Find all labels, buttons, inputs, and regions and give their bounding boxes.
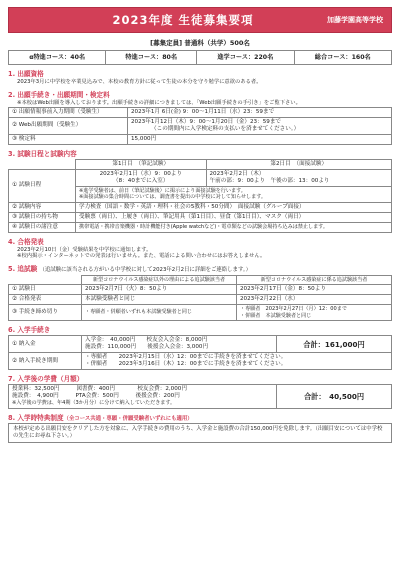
cell-line: ・専願者 2023年2月27日（月）12：00まで bbox=[240, 306, 347, 313]
page bbox=[8, 0, 392, 443]
day2-date: 2023年2月2日（木） bbox=[209, 170, 265, 177]
day2-header: 第2日目 （面接試験） bbox=[206, 159, 392, 169]
day1-header: 第1日目 （筆記試験） bbox=[76, 159, 207, 169]
page-title: 2023年度 生徒募集要項 bbox=[112, 12, 254, 27]
row-label: ③ 試験日の持ち物 bbox=[9, 212, 76, 222]
section-eligibility bbox=[8, 70, 392, 86]
cell: 2023年2月7日（火）8：50より bbox=[82, 285, 237, 295]
day2-schedule bbox=[206, 169, 392, 186]
section-title: 3. 試験日程と試験内容 bbox=[8, 149, 77, 158]
section-tuition bbox=[8, 375, 392, 409]
tuition-list bbox=[9, 385, 277, 408]
section-subtitle: （全コース共通・専願・併願受験者いずれにも適用） bbox=[63, 415, 193, 422]
course-table bbox=[8, 50, 392, 65]
title-bar bbox=[8, 7, 392, 33]
section-title: 1. 出願資格 bbox=[8, 70, 44, 79]
enrollment-table bbox=[8, 335, 392, 370]
fee-line: 施設費：110,000円 後援会入会金：3,000円 bbox=[85, 344, 209, 351]
col-header: 新型コロナウイルス感染症以外の理由による追試験該当者 bbox=[82, 275, 237, 284]
section-title: 4. 合格発表 bbox=[8, 237, 44, 246]
cell: 本試験受験者と同じ bbox=[82, 295, 237, 305]
deadline-line: ・併願者 2023年3月16日（木）12：00までに手続きを済ませてください。 bbox=[85, 361, 287, 368]
makeup-table bbox=[8, 275, 392, 321]
row-value-line: 2023年1月12日（木）9：00〜1月20日（金）23：59まで bbox=[131, 118, 282, 125]
section-benefit bbox=[8, 414, 392, 443]
row-label: ① 試験日 bbox=[9, 285, 82, 295]
row-label: ② Web出願期間（受験生） bbox=[9, 117, 128, 134]
section-exam bbox=[8, 150, 392, 233]
school-name: 加藤学園高等学校 bbox=[327, 15, 383, 24]
blank-cell bbox=[9, 159, 76, 169]
tuition-line: 施設費： 4,900円 PTA会費：500円 後援会費：200円 bbox=[12, 393, 180, 400]
day1-entry: （8：40までに入室） bbox=[113, 177, 169, 184]
cell-line: ・併願者 本試験受験者と同じ bbox=[240, 312, 312, 319]
row-value: 学力検査（国語・数学・英語・理科・社会の5教科・50分間） 面接試験（グループ面接） bbox=[76, 202, 392, 212]
tuition-table bbox=[8, 384, 392, 408]
deadline-line: ・専願者 2023年2月15日（水）12：00までに手続きを済ませてください。 bbox=[85, 354, 287, 361]
course-tokushin: 特進コース：80名 bbox=[106, 51, 197, 65]
cell: 2023年2月17日（金）8：50より bbox=[237, 285, 392, 295]
row-label: ④ 試験日の諸注意 bbox=[9, 222, 76, 232]
col-header: 新型コロナウイルス感染症に係る追試験該当者 bbox=[237, 275, 392, 284]
day2-time: 午前の部：9：00より 午後の部：13：00より bbox=[209, 177, 330, 184]
section-text: 2023年2月10日（金）受験結果を中学校に通知します。 bbox=[17, 246, 152, 253]
section-subtitle: （追試験に該当される方がいる中学校に対して2023年2月2日に詳細をご連絡します。） bbox=[39, 267, 251, 274]
section-results bbox=[8, 238, 392, 260]
section-note: ※本校はWeb出願を導入しております。出願手続きの詳細につきましては、「Web出願手続きの手引き」をご覧下さい。 bbox=[17, 100, 301, 107]
exam-table bbox=[8, 159, 392, 233]
row-label: ① 納入金 bbox=[9, 336, 82, 353]
fee-total: 合計：161,000円 bbox=[277, 336, 392, 353]
row-label: ③ 検定料 bbox=[9, 134, 128, 144]
tuition-note: ※入学後の学費は、年4期（3か月分）に分けて納入していただきます。 bbox=[12, 400, 176, 407]
cell: 2023年2月22日（水） bbox=[237, 295, 392, 305]
section-title-text: 5. 追試験 bbox=[8, 265, 38, 274]
schedule-note: ※進学受験者は、前日（筆記試験後）に掲示により面接試験を行います。 bbox=[79, 187, 246, 194]
course-alpha: α特進コース：40名 bbox=[9, 51, 106, 65]
course-sogo: 総合コース：160名 bbox=[294, 51, 391, 65]
course-shingaku: 進学コース：220名 bbox=[197, 51, 294, 65]
row-value: 2023年1月 6日(金) 9：00〜1月11日（水）23：59まで bbox=[128, 107, 392, 117]
row-value: 携帯電話・携帯音楽機器・時計機能付き(Apple watchなど)・電卓類などの試験会場持ち込みは禁止します。 bbox=[76, 222, 392, 232]
day1-schedule bbox=[76, 169, 207, 186]
row-label: ② 試験内容 bbox=[9, 202, 76, 212]
day1-time: 2023年2月1日（水）9：00より bbox=[99, 170, 182, 177]
row-label: ② 合格発表 bbox=[9, 295, 82, 305]
fee-line: 入学金： 40,000円 校友会入会金：8,000円 bbox=[85, 337, 208, 344]
row-label: ③ 手続き締め切り bbox=[9, 305, 82, 321]
section-title: 7. 入学後の学費（月額） bbox=[8, 375, 84, 384]
schedule-notes bbox=[76, 186, 392, 202]
section-title bbox=[8, 414, 392, 423]
row-label: ① 試験日程 bbox=[9, 169, 76, 202]
application-table bbox=[8, 107, 392, 145]
cell: ・専願者・併願者いずれも本試験受験者と同じ bbox=[82, 305, 237, 321]
capacity-heading: [募集定員] 普通科（共学）500名 bbox=[150, 39, 250, 47]
row-label: ① 出願情報事前入力期間（受験生） bbox=[9, 107, 128, 117]
tuition-line: 授業料：32,500円 図書費：400円 校友会費：2,000円 bbox=[12, 386, 187, 393]
benefit-box: 本校が定める出願目安をクリアした方を対象に、入学手続きの費用のうち、入学金と施設費の合計150,000円を免除します。（出願目安については中学校の先生にお尋ね下さい。） bbox=[8, 423, 392, 443]
section-enrollment bbox=[8, 326, 392, 370]
schedule-note: ※面接試験の集合時間については、調査書を提出の中学校に対して知らせします。 bbox=[79, 194, 266, 201]
deadline-list bbox=[82, 353, 392, 370]
row-value: 15,000円 bbox=[128, 134, 392, 144]
fee-list bbox=[82, 336, 277, 353]
section-title bbox=[8, 265, 392, 274]
section-text: 2023年3月に中学校を卒業見込みで、本校の教育方針に従って生徒の本分を守り勉学に意欲のある者。 bbox=[17, 79, 262, 86]
section-title-text: 8. 入学時特典制度 bbox=[8, 413, 64, 422]
blank-cell bbox=[9, 275, 82, 284]
section-title: 6. 入学手続き bbox=[8, 325, 51, 334]
section-makeup-exam bbox=[8, 265, 392, 321]
row-value-note: （この期間内に入学検定料の支払いを済ませてください。） bbox=[151, 125, 300, 132]
section-title: 2. 出願手続き・出願期間・検定料 bbox=[8, 90, 110, 99]
section-application bbox=[8, 91, 392, 145]
cell bbox=[237, 305, 392, 321]
section-text: ※校内掲示・インターネットでの発表は行いません。また、電話による問い合わせにはお答えしません。 bbox=[17, 253, 266, 260]
row-value: 受験票（両日）、上履き（両日）、筆記用具（第1日目）、昼食（第1日目）、マスク（両日） bbox=[76, 212, 392, 222]
row-label: ② 納入手続き期間 bbox=[9, 353, 82, 370]
row-value bbox=[128, 117, 392, 134]
tuition-total: 合計： 40,500円 bbox=[277, 385, 392, 408]
